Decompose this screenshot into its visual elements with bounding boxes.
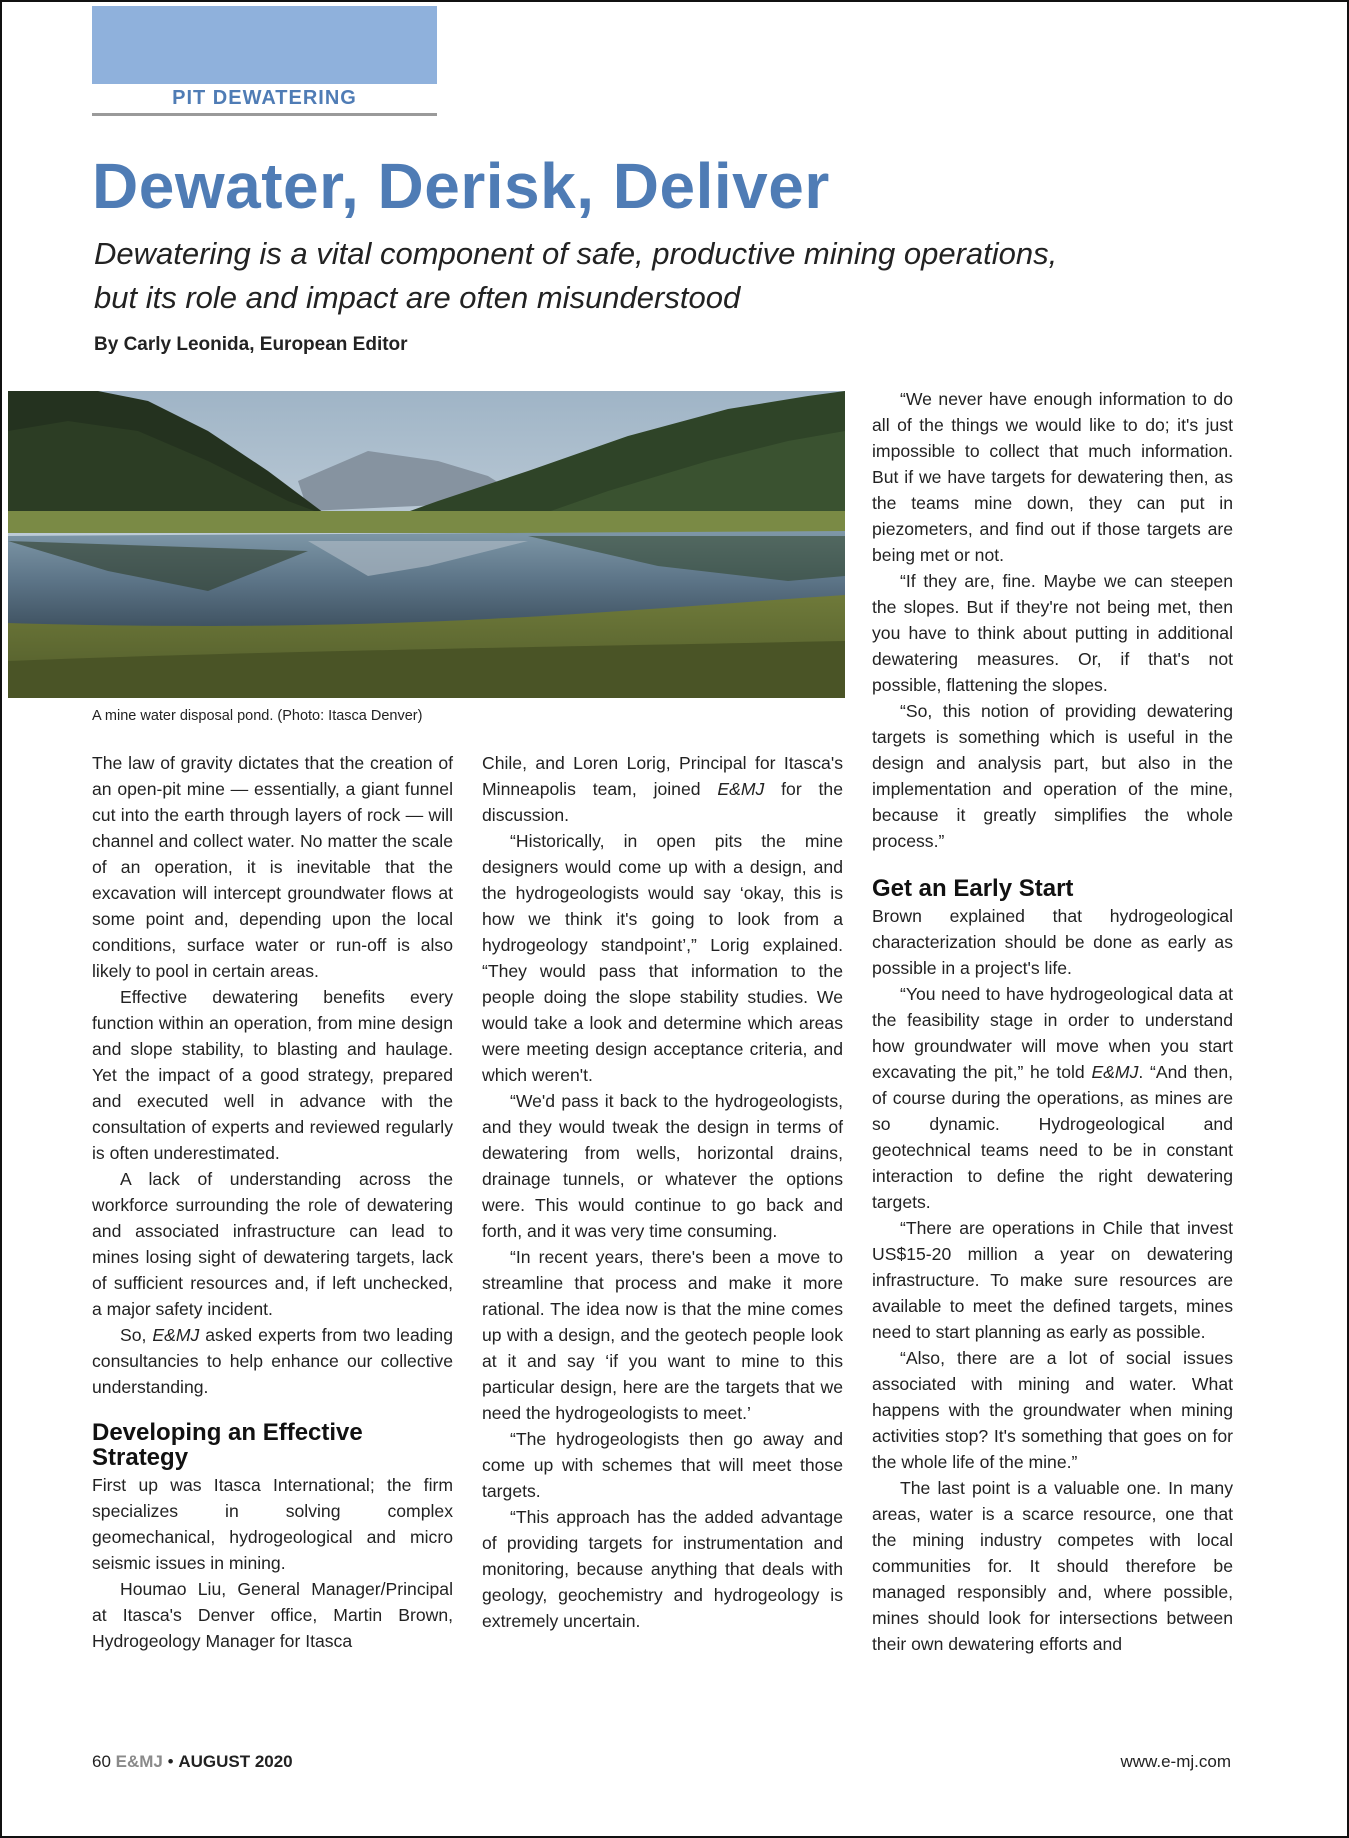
section-color-tab (92, 6, 437, 84)
paragraph (92, 1322, 453, 1400)
paragraph: First up was Itasca International; the firm specializes in solving complex geomechanical, hydrogeological and micro seismic issues in mining. (92, 1475, 453, 1573)
article-headline: Dewater, Derisk, Deliver (92, 150, 830, 222)
paragraph: “We'd pass it back to the hydrogeologists, and they would tweak the design in terms of dewatering from wells, horizontal drains, drainage tunnels, or whatever the options were. This would continue to go back and forth, and it was very time consuming. (482, 1091, 843, 1241)
paragraph: Effective dewatering benefits every function within an operation, from mine design and slope stability, to blasting and haulage. Yet the impact of a good strategy, prepared and executed well in advance with the consultation of experts and reviewed regularly is often underestimated. (92, 987, 453, 1163)
publication-name: E&MJ (152, 1325, 200, 1345)
deck-line-1: Dewatering is a vital component of safe, productive mining operations, (94, 236, 1058, 271)
photo-caption: A mine water disposal pond. (Photo: Itasca Denver) (92, 708, 423, 724)
subheading-developing-strategy: Developing an Effective Strategy (92, 1419, 363, 1471)
subheading-early-start: Get an Early Start (872, 875, 1074, 902)
paragraph: “There are operations in Chile that invest US$15-20 million a year on dewatering infrastructure. To make sure resources are available to meet the defined targets, mines need to start planning as early as possible. (872, 1218, 1233, 1342)
article-deck (94, 232, 1094, 320)
paragraph (482, 750, 843, 828)
paragraph: A lack of understanding across the workforce surrounding the role of dewatering and associated infrastructure can lead to mines losing sight of dewatering targets, lack of sufficient resources and, if left unchecked, a major safety incident. (92, 1169, 453, 1319)
footer-folio (92, 1752, 293, 1772)
paragraph: The law of gravity dictates that the creation of an open-pit mine — essentially, a giant funnel cut into the earth through layers of rock — will channel and collect water. No matter the scale of an operation, it is inevitable that the excavation will intercept groundwater flows at some point and, depending upon the local conditions, surface water or run-off is also likely to pool in certain areas. (92, 753, 453, 981)
paragraph: “This approach has the added advantage of providing targets for instrumentation and monitoring, because anything that deals with geology, geochemistry and hydrogeology is extremely uncertain. (482, 1507, 843, 1631)
paragraph: “In recent years, there's been a move to streamline that process and make it more rational. The idea now is that the mine comes up with a design, and the geotech people look at it and say ‘if you want to mine to this particular design, here are the targets that we need the hydrogeologists to meet.’ (482, 1247, 843, 1423)
text-run: . “And then, of course during the operations, as mines are so dynamic. Hydrogeological and geotechnical teams need to be in constant interaction to define the right dewatering targets. (872, 1062, 1233, 1212)
section-label: PIT DEWATERING (92, 86, 437, 116)
text-column-2 (482, 750, 843, 1634)
paragraph: “If they are, fine. Maybe we can steepen the slopes. But if they're not being met, then you have to think about putting in additional dewatering measures. Or, if that's not possible, flattening the slopes. (872, 571, 1233, 695)
paragraph: “We never have enough information to do all of the things we would like to do; it's just impossible to collect that much information. But if we have targets for dewatering then, as the teams mine down, they can put in piezometers, and find out if those targets are being met or not. (872, 389, 1233, 565)
paragraph: “Also, there are a lot of social issues associated with mining and water. What happens with the groundwater when mining activities stop? It's something that goes on for the whole life of the mine.” (872, 1348, 1233, 1472)
text-column-1 (92, 750, 453, 1654)
footer-brand: E&MJ (115, 1752, 163, 1771)
page-number: 60 (92, 1752, 111, 1771)
byline: By Carly Leonida, European Editor (94, 334, 408, 355)
text-run: So, (120, 1325, 153, 1345)
text-column-3 (872, 386, 1233, 1657)
footer-separator: • (167, 1752, 174, 1771)
paragraph: Brown explained that hydrogeological characterization should be done as early as possible in a project's life. (872, 906, 1233, 978)
mine-water-pond-photo (8, 391, 845, 698)
issue-date: AUGUST 2020 (178, 1752, 293, 1771)
footer-website: www.e-mj.com (1120, 1752, 1231, 1771)
landscape-illustration (8, 391, 845, 698)
publication-name: E&MJ (717, 779, 765, 799)
paragraph (872, 981, 1233, 1215)
text-run: Chile, and Loren Lorig, Principal for Itasca's Minneapolis team, joined (482, 753, 843, 799)
text-run: for the discussion. (482, 779, 843, 825)
paragraph: “The hydrogeologists then go away and come up with schemes that will meet those targets. (482, 1429, 843, 1501)
paragraph: Houmao Liu, General Manager/Principal at Itasca's Denver office, Martin Brown, Hydrogeology Manager for Itasca (92, 1579, 453, 1651)
paragraph: “So, this notion of providing dewatering targets is something which is useful in the design and analysis part, but also in the implementation and operation of the mine, because it greatly simplifies the whole process.” (872, 701, 1233, 851)
text-run: asked experts from two leading consultancies to help enhance our collective understanding. (92, 1325, 453, 1397)
deck-line-2: but its role and impact are often misunderstood (94, 280, 741, 315)
publication-name: E&MJ (1091, 1062, 1139, 1082)
text-run: “You need to have hydrogeological data at the feasibility stage in order to understand how groundwater will move when you start excavating the pit,” he told (872, 984, 1233, 1082)
paragraph: The last point is a valuable one. In many areas, water is a scarce resource, one that the mining industry competes with local communities for. It should therefore be managed responsibly and, where possible, mines should look for intersections between their own dewatering efforts and (872, 1478, 1233, 1654)
paragraph: “Historically, in open pits the mine designers would come up with a design, and the hydrogeologists would say ‘okay, this is how we think it's going to look from a hydrogeology standpoint’,” Lorig explained. “They would pass that information to the people doing the slope stability studies. We would take a look and determine which areas were meeting design acceptance criteria, and which weren't. (482, 831, 843, 1085)
